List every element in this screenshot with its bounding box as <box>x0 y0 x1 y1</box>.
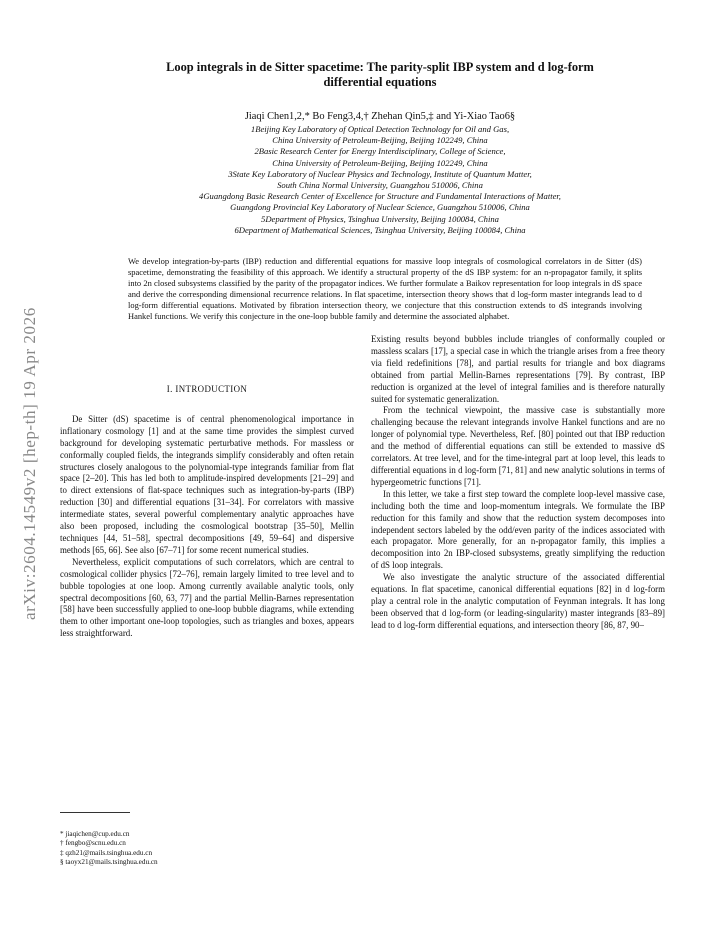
paragraph: In this letter, we take a first step toward the complete loop-level massive case, including both the time and loop-momentum integrals. We formulate the IBP reduction for this family and show that the reduction system decomposes into independent sectors labeled by the odd/even parity of the indices associated with each propagator. More generally, for an n-propagator family, this implies a decomposition into 2n IBP-closed subsystems, greatly simplifying the reduction of dS loop integrals. <box>371 488 665 571</box>
footnotes <box>60 830 354 868</box>
footnote-email: ‡ qzh21@mails.tsinghua.edu.cn <box>60 848 153 857</box>
footnote-email: § taoyx21@mails.tsinghua.edu.cn <box>60 858 158 867</box>
affiliation-line: 2Basic Research Center for Energy Interdisciplinary, College of Science, <box>254 146 506 157</box>
paper-title <box>80 60 680 90</box>
title-line-1: Loop integrals in de Sitter spacetime: The parity-split IBP system and d log-form <box>166 60 594 74</box>
paragraph: Existing results beyond bubbles include triangles of conformally coupled or massless scalars [17], a special case in which the triangle arises from a free theory via field redefinitions [78], and partial results for triangle and box diagrams obtained from partial Mellin-Barnes representations [79]. By contrast, IBP reduction is organized at the level of integral families and is therefore naturally suited for systematic generalization. <box>371 334 665 404</box>
paragraph: We also investigate the analytic structure of the associated differential equations. In flat spacetime, canonical differential equations [82] in d log-form play a central role in the analytic computation of Feynman integrals. It has long been observed that d log-form (or leading-singularity) master integrands [83–89] lead to d log-form differential equations, and intersection theory [86, 87, 90– <box>371 572 665 630</box>
affiliation-line: 6Department of Mathematical Sciences, Tsinghua University, Beijing 100084, China <box>234 224 526 235</box>
left-column <box>60 384 354 640</box>
paragraph: De Sitter (dS) spacetime is of central phenomenological importance in inflationary cosmology [1] and at the same time provides the simplest curved background for developing systematic perturbative methods. For massless or conformally coupled fields, the integrands simplify considerably and often retain structures closely analogous to the polynomial-type integrands familiar from flat space [2–20]. This has led both to amplitude-inspired developments [21–29] and to direct extensions of flat-space techniques such as integration-by-parts (IBP) reduction [30] and differential equations [31–34]. For correlators with massive intermediate states, several powerful complementary analytic approaches have also been proposed, including the cosmological bootstrap [35–50], Mellin techniques [44, 51–58], spectral decompositions [49, 59–64] and dispersive methods [65, 66]. See also [67–71] for some recent numerical studies. <box>60 413 354 555</box>
affiliations <box>80 124 680 236</box>
affiliation-line: China University of Petroleum-Beijing, Beijing 102249, China <box>272 157 488 168</box>
footnote-email: * jiaqichen@cup.edu.cn <box>60 830 130 838</box>
footnote-email: † fengbo@scnu.edu.cn <box>60 839 126 848</box>
affiliation-line: 3State Key Laboratory of Nuclear Physics and Technology, Institute of Quantum Matter, <box>228 168 532 179</box>
author-list: Jiaqi Chen1,2,* Bo Feng3,4,† Zhehan Qin5,‡ and Yi-Xiao Tao6§ <box>244 111 516 122</box>
abstract: We develop integration-by-parts (IBP) reduction and differential equations for massive loop integrals of cosmological correlators in de Sitter (dS) spacetime, demonstrating the feasibility of this approach. We identify a structural property of the dS IBP system: for an n-propagator family, it splits into 2n closed subsystems classified by the parity of the propagator indices. We further formulate a Baikov representation for loop integrals in dS space and derive the corresponding dimensional recurrence relations. In flat spacetime, intersection theory shows that d log-form master integrands lead to d log-form differential equations. Motivated by fibration intersection theory, we conjecture that this construction extends to dS integrands involving Hankel functions. We verify this conjecture in the one-loop bubble family and determine the associated alphabet. <box>128 256 642 321</box>
paragraph: From the technical viewpoint, the massive case is substantially more challenging because the relevant integrands involve Hankel functions and are no longer of polynomial type. Nevertheless, Ref. [80] pointed out that IBP reduction and the method of differential equations can still be extended to massive dS correlators. At tree level, and for the time-integral part at loop level, this leads to differential equations in d log-form [71, 81] and new analytic solutions in terms of hypergeometric functions [71]. <box>371 405 665 487</box>
right-column <box>371 334 665 632</box>
arxiv-identifier: arXiv:2604.14549v2 [hep-th] 19 Apr 2026 <box>20 307 39 620</box>
footnote-rule <box>60 812 130 813</box>
affiliation-line: Guangdong Provincial Key Laboratory of Nuclear Science, Guangzhou 510006, China <box>230 202 530 213</box>
affiliation-line: South China Normal University, Guangzhou 510006, China <box>277 180 483 191</box>
affiliation-line: 5Department of Physics, Tsinghua University, Beijing 100084, China <box>261 213 499 224</box>
affiliation-line: 4Guangdong Basic Research Center of Excellence for Structure and Fundamental Interactions of Matter, <box>199 191 561 202</box>
paragraph: Nevertheless, explicit computations of such correlators, which are central to cosmological collider physics [72–76], remain largely limited to tree level and to bubble topologies at one loop. Among currently available analytic tools, only spectral decompositions [60, 63, 77] and the partial Mellin-Barnes representation [58] have been successfully applied to one-loop bubble diagrams, while extending them to other important one-loop topologies, such as triangles and boxes, appears less straightforward. <box>60 556 354 639</box>
affiliation-line: 1Beijing Key Laboratory of Optical Detection Technology for Oil and Gas, <box>250 124 510 134</box>
arxiv-stamp <box>20 290 44 620</box>
section-heading: I. INTRODUCTION <box>166 384 248 394</box>
affiliation-line: China University of Petroleum-Beijing, Beijing 102249, China <box>272 135 488 146</box>
title-line-2: differential equations <box>323 75 437 89</box>
